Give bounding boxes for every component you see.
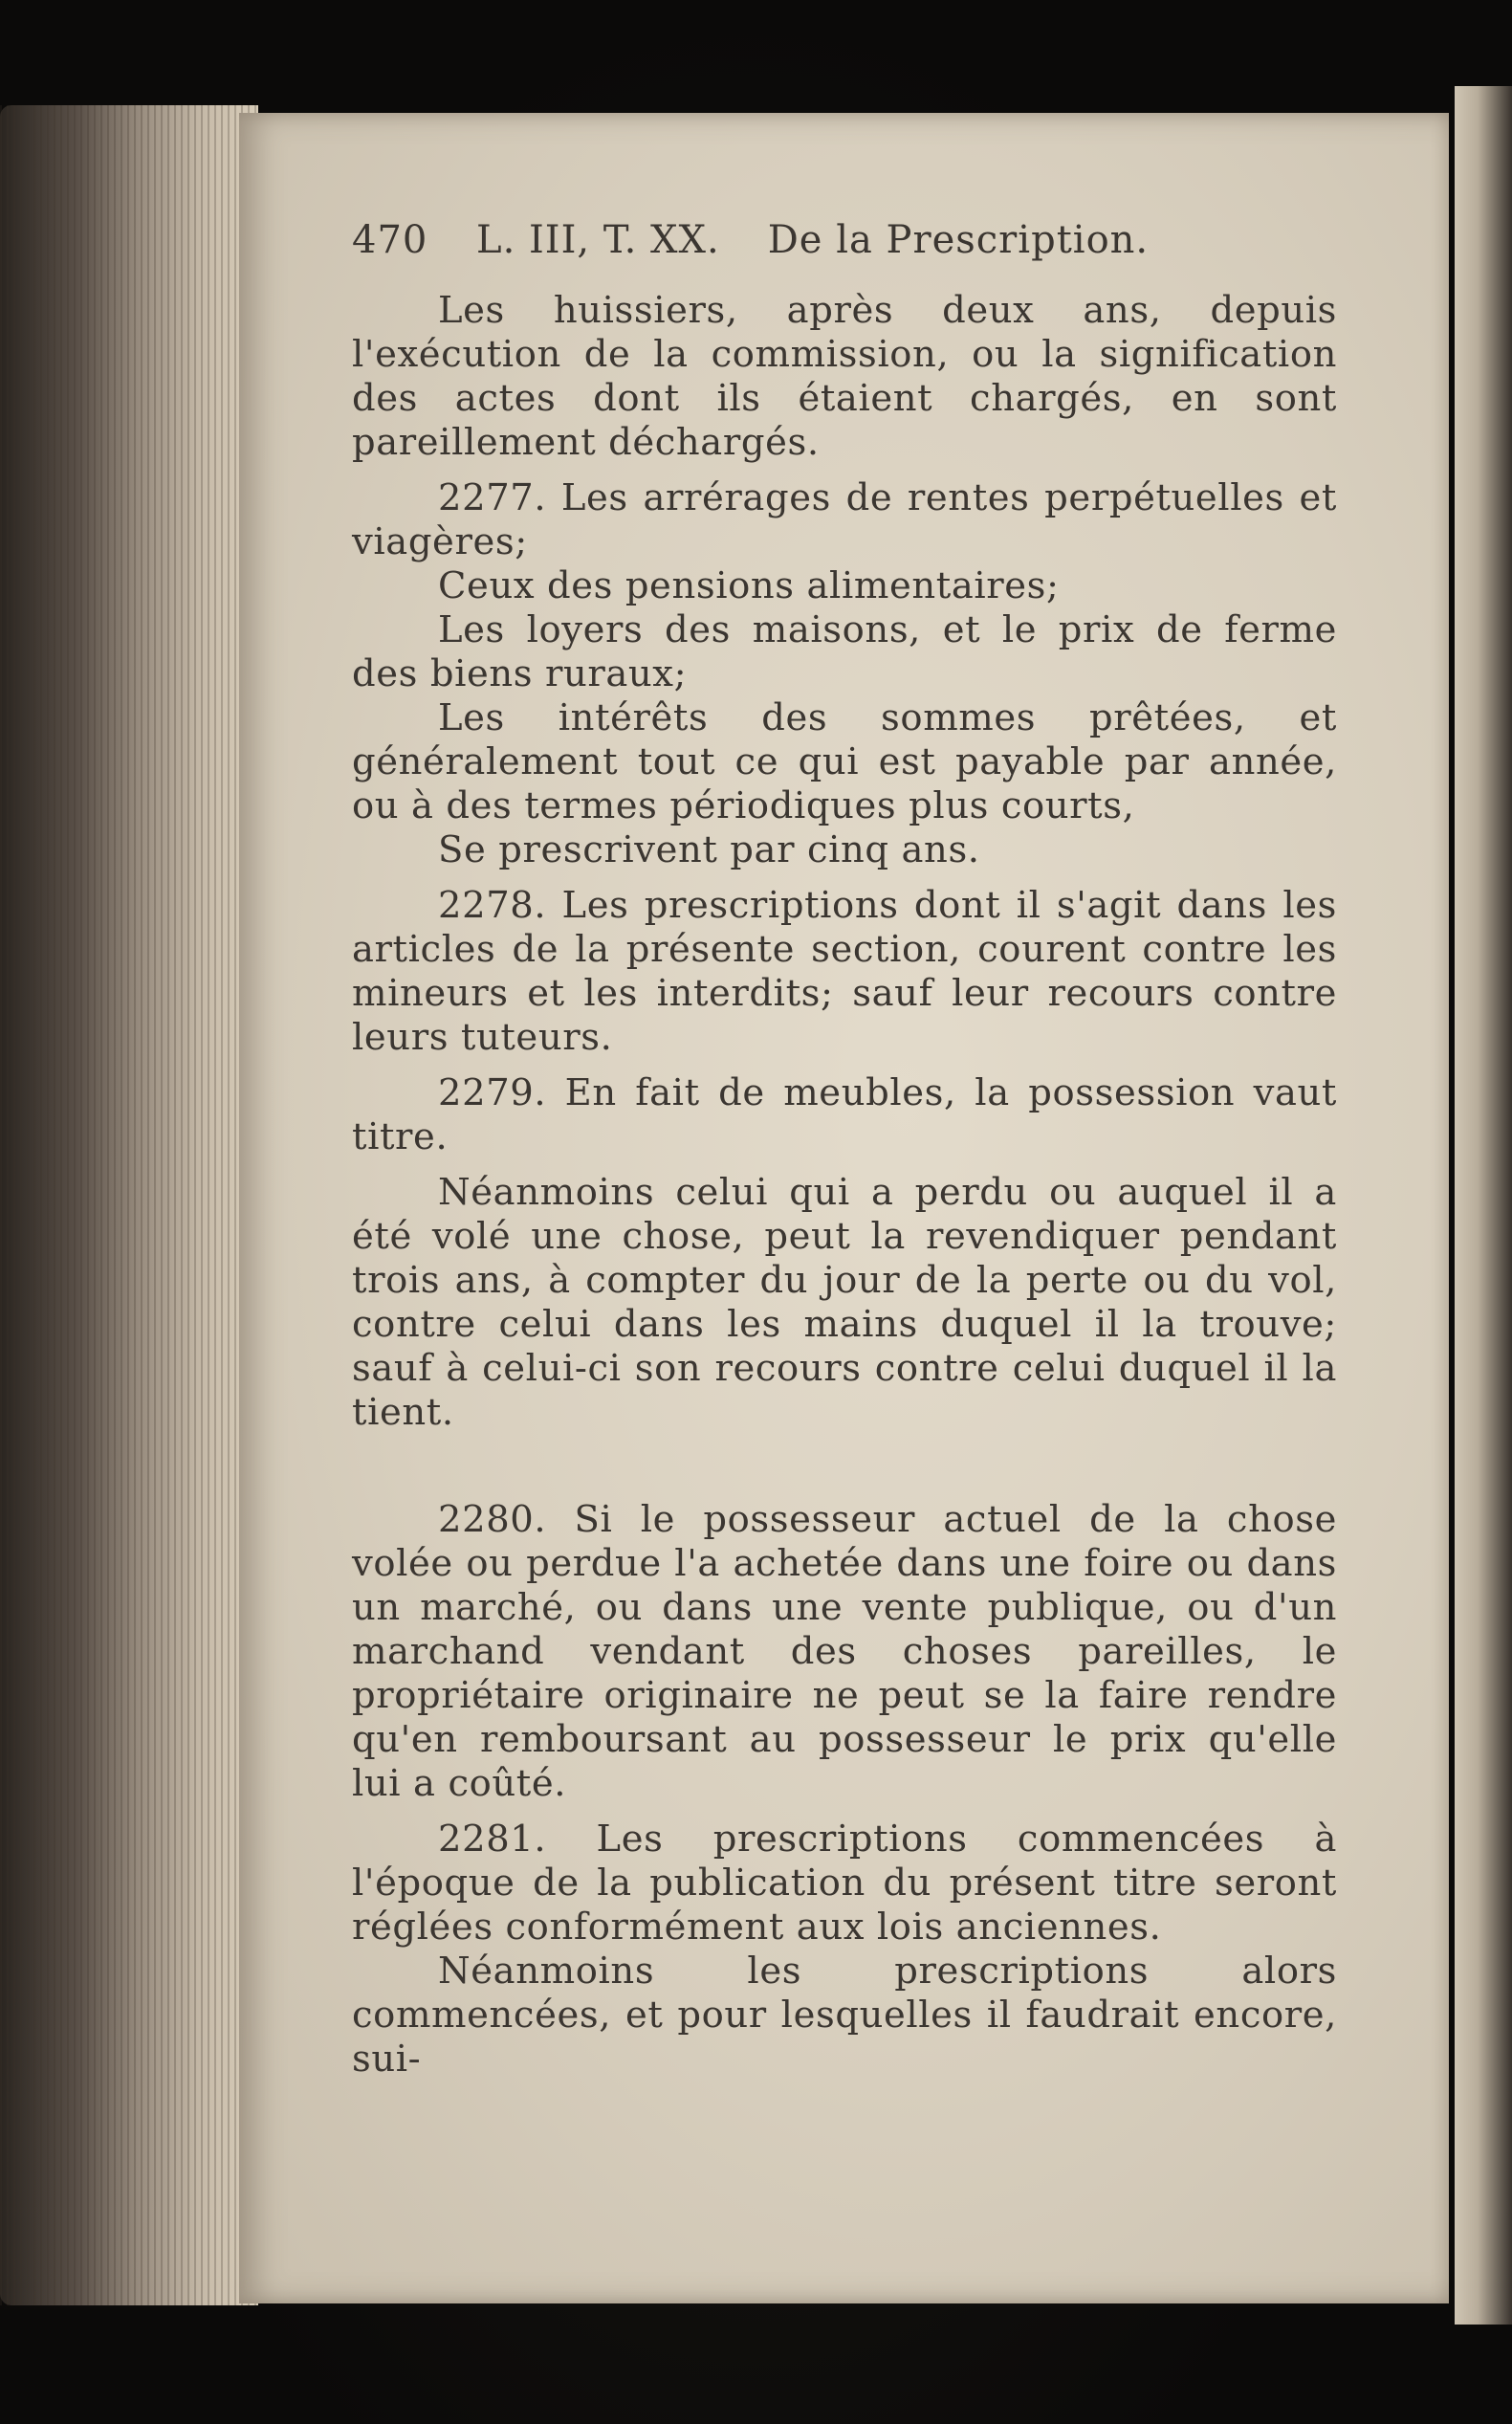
article-2277: 2277. Les arrérages de rentes perpétuelles et viagères;	[352, 476, 1337, 563]
page-content	[352, 218, 1337, 2082]
article-2280: 2280. Si le possesseur actuel de la chose volée ou perdue l'a achetée dans une foire ou dans un marché, ou dans une vente publique, ou d'un marchand vendant des choses pareilles, le propriétaire originaire ne peut se la faire rendre qu'en remboursant au possesseur le prix qu'elle lui a coûté.	[352, 1498, 1337, 1805]
paragraph-pensions: Ceux des pensions alimentaires;	[438, 564, 1060, 607]
paragraph-neanmoins-vol: Néanmoins celui qui a perdu ou auquel il a été volé une chose, peut la revendiquer pendant trois ans, à compter du jour de la perte ou du vol, contre celui dans les mains duquel il la trouve; sauf à celui-ci son recours contre celui duquel il la tient.	[352, 1171, 1337, 1434]
book-page	[239, 113, 1449, 2303]
book-cover-edge	[1455, 86, 1512, 2325]
running-head	[352, 218, 1337, 262]
paragraph-interets: Les intérêts des sommes prêtées, et généralement tout ce qui est payable par année, ou à des termes périodiques plus courts,	[352, 696, 1337, 827]
article-2278: 2278. Les prescriptions dont il s'agit dans les articles de la présente section, courent contre les mineurs et les interdits; sauf leur recours contre leurs tuteurs.	[352, 884, 1337, 1059]
book-page-edges	[0, 105, 258, 2305]
paragraph-loyers: Les loyers des maisons, et le prix de ferme des biens ruraux;	[352, 608, 1337, 695]
book-title: L. III, T. XX.	[476, 218, 720, 262]
paragraph-huissiers: Les huissiers, après deux ans, depuis l'exécution de la commission, ou la signification des actes dont ils étaient chargés, en sont pareillement déchargés.	[352, 289, 1337, 464]
page-number: 470	[352, 218, 428, 262]
paragraph-neanmoins-prescriptions: Néanmoins les prescriptions alors commencées, et pour lesquelles il faudrait encore, sui-	[352, 1950, 1337, 2081]
paragraph-cinq-ans: Se prescrivent par cinq ans.	[438, 828, 980, 871]
section-title: De la Prescription.	[767, 218, 1150, 262]
article-2281: 2281. Les prescriptions commencées à l'époque de la publication du présent titre seront réglées conformément aux lois anciennes.	[352, 1818, 1337, 1949]
article-2279: 2279. En fait de meubles, la possession vaut titre.	[352, 1071, 1337, 1158]
